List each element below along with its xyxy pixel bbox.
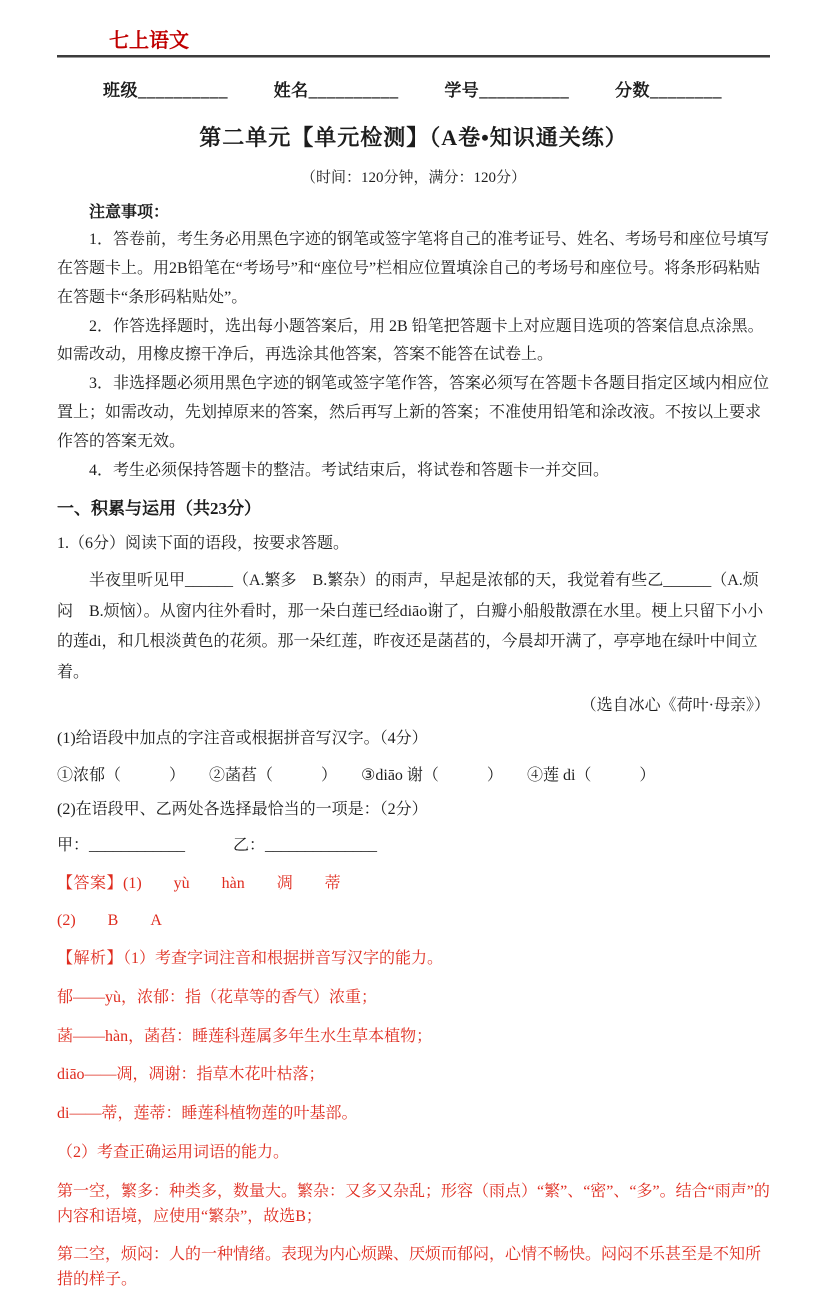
analysis-line-4: diāo——凋，凋谢：指草木花叶枯落； [57,1066,325,1084]
exam-title: 第二单元【单元检测】（A卷•知识通关练） [199,125,628,150]
answer-1-value: (1) yù hàn 凋 蒂 [123,875,341,893]
notice-item-1: 1．答卷前，考生务必用黑色字迹的钢笔或签字笔将自己的准考证号、姓名、考场号和座位号填写在答题卡上。用2B铅笔在“考场号”和“座位号”栏相应位置填涂自己的考场号和座位号。将条形码粘贴在答题卡“条形码粘贴处”。 [57,231,770,306]
analysis-line-1 [57,933,770,972]
student-info-row [103,76,722,101]
question-stem: 1.（6分）阅读下面的语段，按要求答题。 [57,534,350,552]
header-rule [57,55,770,58]
analysis-label: 【解析】 [57,950,124,968]
notice-item-3: 3．非选择题必须用黑色字迹的钢笔或签字笔作答，答案必须写在答题卡各题目指定区域内相应位置上；如需改动，先划掉原来的答案，然后再写上新的答案；不准使用铅笔和涂改液。不按以上要求作答的答案无效。 [57,375,770,450]
subquestion-1: (1)给语段中加点的字注音或根据拼音写汉字。（4分） [57,729,428,747]
notice-block [57,199,770,485]
answer-line-1 [57,872,770,896]
notice-item-4: 4．考生必须保持答题卡的整洁。考试结束后，将试卷和答题卡一并交回。 [89,461,610,479]
analysis-line-5: di——蒂，莲蒂：睡莲科植物莲的叶基部。 [57,1105,358,1123]
score-field: 分数________ [614,81,722,100]
brand-logo: 七上语文 [109,30,189,52]
analysis-line-2: 郁——yù，浓郁：指（花草等的香气）浓重； [57,988,378,1006]
pinyin-item-4: ④莲 di（ ） [526,766,656,784]
passage-source: （选自冰心《荷叶·母亲》） [580,696,770,714]
pinyin-item-2: ②菡萏（ ） [209,766,338,784]
analysis-line-3: 菡——hàn，菡萏：睡莲科莲属多年生水生草本植物； [57,1027,433,1045]
pinyin-item-3: ③diāo 谢（ ） [361,766,503,784]
exam-meta: （时间：120分钟，满分：120分） [300,170,526,186]
notice-heading: 注意事项： [89,204,170,221]
name-field: 姓名__________ [273,81,399,100]
section-heading: 一、积累与运用（共23分） [57,499,261,519]
subquestion-2: (2)在语段甲、乙两处各选择最恰当的一项是：（2分） [57,800,428,818]
analysis-line-8: 第二空，烦闷：人的一种情绪。表现为内心烦躁、厌烦而郁闷，心情不畅快。闷闷不乐甚至是不知所措的样子。 [57,1246,762,1289]
answer-line-2: (2) B A [57,912,162,930]
notice-item-2: 2．作答选择题时，选出每小题答案后，用 2B 铅笔把答题卡上对应题目选项的答案信息点涂黑。如需改动，用橡皮擦干净后，再选涂其他答案，答案不能答在试卷上。 [57,317,764,364]
analysis-1-text: （1）考查字词注音和根据拼音写汉字的能力。 [123,950,444,968]
pinyin-items-row [57,764,770,789]
student-id-field: 学号__________ [444,81,570,100]
analysis-line-6: （2）考查正确运用词语的能力。 [57,1144,290,1162]
pinyin-item-1: ①浓郁（ ） [57,766,186,784]
answer-blanks: 甲：____________ 乙：______________ [57,837,378,855]
reading-passage: 半夜里听见甲______（A.繁多 B.繁杂）的雨声，早起是浓郁的天，我觉着有些乙______（A.烦闷 B.烦恼）。从窗内往外看时，那一朵白莲已经diāo谢了，白瓣小船般散漂在水里。梗上只留下小小的莲di，和几根淡黄色的花须。那一朵红莲，昨夜还是菡萏的，今晨却开满了，亭亭地在绿叶中间立着。 [57,572,764,681]
answer-label: 【答案】 [57,875,124,893]
class-field: 班级__________ [103,81,228,100]
analysis-line-7: 第一空，繁多：种类多，数量大。繁杂：又多又杂乱；形容（雨点）“繁”、“密”、“多”。结合“雨声”的内容和语境，应使用“繁杂”，故选B； [57,1182,770,1225]
